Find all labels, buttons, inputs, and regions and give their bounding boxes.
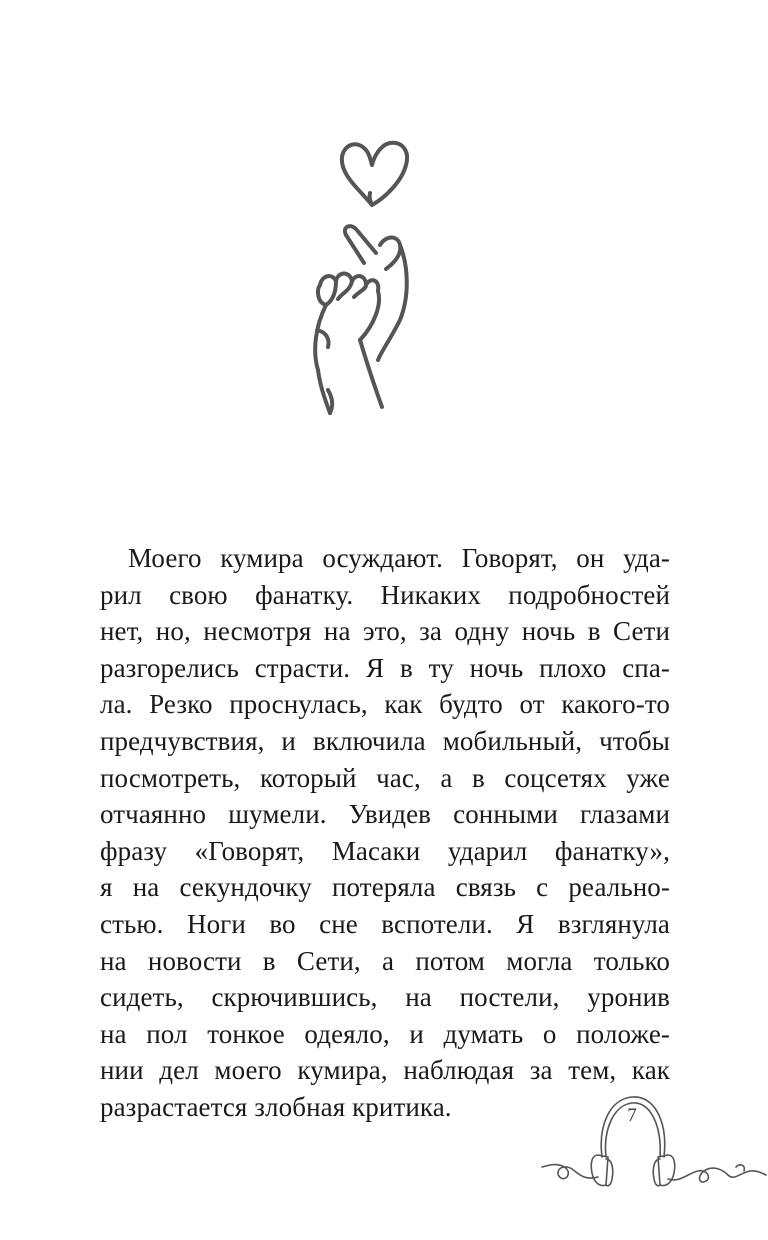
text-line: я на секундочку потеряла связь с реально-: [100, 872, 670, 903]
page-number: 7: [627, 1105, 637, 1126]
main-paragraph: [100, 540, 670, 1126]
text-line: фразу «Говорят, Масаки ударил фанатку»,: [100, 835, 670, 866]
text-line: отчаянно шумели. Увидев сонными глазами: [100, 799, 670, 830]
text-line: стью. Ноги во сне вспотели. Я взглянула: [100, 908, 670, 939]
headphones-icon: [540, 1085, 768, 1195]
text-line: на новости в Сети, а потом могла только: [100, 945, 670, 976]
page-footer: [540, 1085, 768, 1195]
text-line: сидеть, скрючившись, на постели, уронив: [100, 982, 670, 1013]
text-line: рил свою фанатку. Никаких подробностей: [100, 579, 670, 610]
text-line: нет, но, несмотря на это, за одну ночь в Сети: [100, 616, 670, 647]
text-line: посмотреть, который час, а в соцсетях уже: [100, 762, 670, 793]
text-line: на пол тонкое одеяло, и думать о положе-: [100, 1018, 670, 1049]
text-line: нии дел моего кумира, наблюдая за тем, как: [100, 1055, 670, 1086]
text-line: ла. Резко проснулась, как будто от какого-то: [100, 689, 670, 720]
finger-heart-illustration: [290, 135, 430, 420]
text-line: разрастается злобная критика.: [100, 1091, 452, 1122]
text-line: Моего кумира осуждают. Говорят, он уда-: [128, 543, 670, 573]
finger-heart-icon: [290, 135, 430, 420]
text-line: разгорелись страсти. Я в ту ночь плохо спа-: [100, 652, 670, 683]
text-line: предчувствия, и включила мобильный, чтобы: [100, 725, 670, 756]
